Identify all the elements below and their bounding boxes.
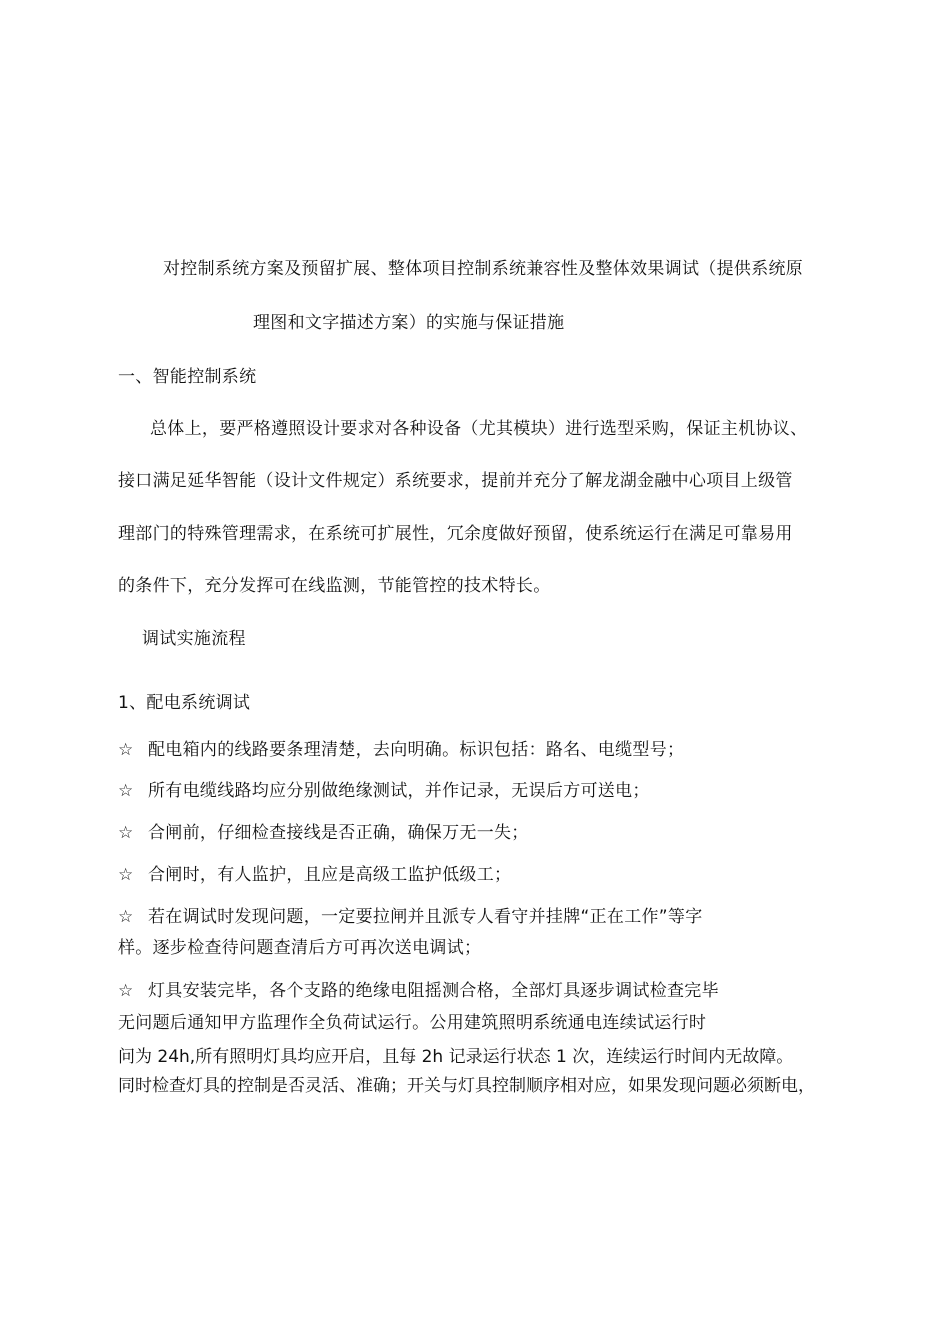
paragraph-line: 接口满足延华智能（设计文件规定）系统要求，提前并充分了解龙湖金融中心项目上级管 xyxy=(118,471,793,491)
star-bullet-icon: ☆ xyxy=(118,907,134,927)
star-bullet-icon: ☆ xyxy=(118,823,134,843)
list-item xyxy=(118,822,529,844)
list-item-text: 所有电缆线路均应分别做绝缘测试，并作记录，无误后方可送电； xyxy=(148,781,650,801)
list-item xyxy=(118,980,719,1002)
flow-heading: 调试实施流程 xyxy=(142,629,246,649)
list-item xyxy=(118,864,511,886)
paragraph-line: 的条件下，充分发挥可在线监测，节能管控的技术特长。 xyxy=(118,576,551,596)
list-item xyxy=(118,739,684,761)
list-item-text: 配电箱内的线路要条理清楚，去向明确。标识包括：路名、电缆型号； xyxy=(148,740,685,760)
section-heading: 一、智能控制系统 xyxy=(118,367,257,387)
list-item-text: 合闸时，有人监护，且应是高级工监护低级工； xyxy=(148,865,512,885)
list-item-continuation: 无问题后通知甲方监理作全负荷试运行。公用建筑照明系统通电连续试运行时 xyxy=(118,1013,707,1033)
list-item-continuation: 问为 24h,所有照明灯具均应开启，且每 2h 记录运行状态 1 次，连续运行时间内无故障。 xyxy=(118,1047,794,1067)
star-bullet-icon: ☆ xyxy=(118,781,134,801)
subsection-heading: 1、配电系统调试 xyxy=(118,693,251,713)
list-item xyxy=(118,780,650,802)
list-item xyxy=(118,906,703,928)
star-bullet-icon: ☆ xyxy=(118,740,134,760)
document-title-line-1: 对控制系统方案及预留扩展、整体项目控制系统兼容性及整体效果调试（提供系统原 xyxy=(163,259,804,279)
list-item-text: 合闸前，仔细检查接线是否正确，确保万无一失； xyxy=(148,823,529,843)
list-item-continuation: 样。逐步检查待问题查清后方可再次送电调试； xyxy=(118,938,482,958)
star-bullet-icon: ☆ xyxy=(118,865,134,885)
list-item-text: 灯具安装完毕，各个支路的绝缘电阻摇测合格，全部灯具逐步调试检查完毕 xyxy=(148,981,719,1001)
star-bullet-icon: ☆ xyxy=(118,981,134,1001)
paragraph-line: 理部门的特殊管理需求，在系统可扩展性，冗余度做好预留，使系统运行在满足可靠易用 xyxy=(118,524,793,544)
list-item-text: 若在调试时发现问题，一定要拉闸并且派专人看守并挂牌“正在工作”等字 xyxy=(148,907,703,927)
list-item-continuation: 同时检查灯具的控制是否灵活、准确；开关与灯具控制顺序相对应，如果发现问题必须断电， xyxy=(118,1076,815,1096)
paragraph-line: 总体上，要严格遵照设计要求对各种设备（尤其模块）进行选型采购，保证主机协议、 xyxy=(150,419,808,439)
document-title-line-2: 理图和文字描述方案）的实施与保证措施 xyxy=(253,313,565,333)
